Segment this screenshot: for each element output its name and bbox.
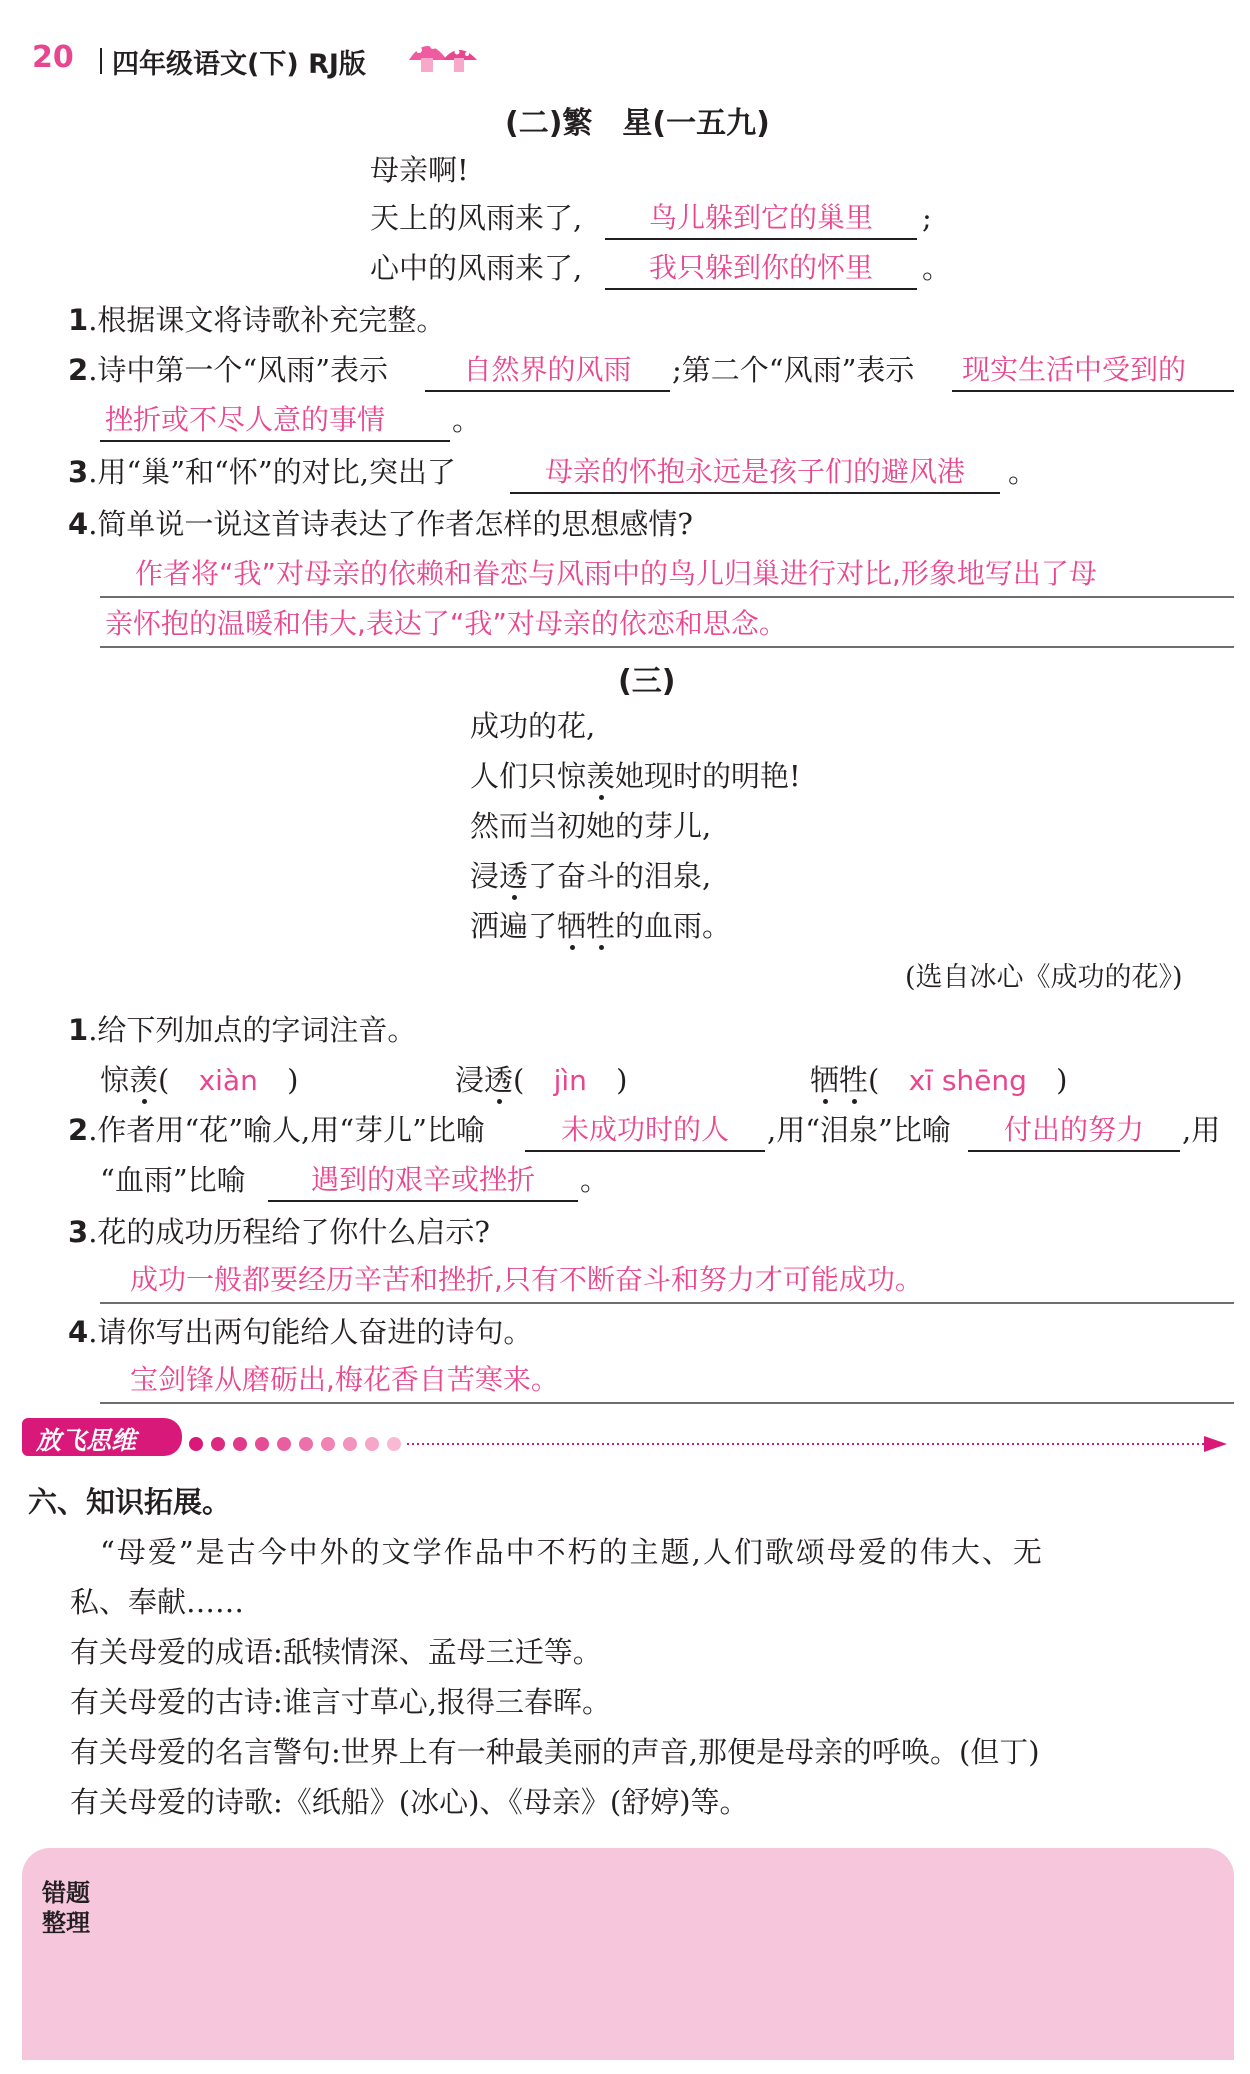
banner-bar <box>22 1418 1232 1458</box>
s6-line-4: 有关母爱的诗歌:《纸船》(冰心)、《母亲》(舒婷)等。 <box>70 1785 749 1819</box>
q2-text-b: ;第二个“风雨”表示 <box>672 353 915 387</box>
answer: 母亲的怀抱永远是孩子们的避风港 <box>544 455 965 488</box>
poem3-line3: 然而当初她的芽儿, <box>470 809 712 843</box>
poem3-line2: 人们只惊羡她现时的明艳! <box>470 756 801 796</box>
q2-blank-a <box>425 350 670 392</box>
poem3-line1: 成功的花, <box>470 709 596 743</box>
poem2-line2-blank <box>605 198 917 240</box>
q4-answer-line2 <box>100 600 1234 648</box>
s3-q2-blank-b <box>968 1110 1180 1152</box>
s6-line-1: 有关母爱的成语:舐犊情深、孟母三迁等。 <box>70 1635 602 1669</box>
s6-para1-line1: “母爱”是古今中外的文学作品中不朽的主题,人们歌颂母爱的伟大、无 <box>100 1535 1044 1569</box>
answer: 挫折或不尽人意的事情 <box>105 403 386 436</box>
s3-question-1: 1.给下列加点的字词注音。 <box>68 1013 417 1047</box>
q4-answer-line1 <box>100 550 1234 598</box>
poem2-line2-suffix: ; <box>922 201 932 235</box>
answer: 作者将“我”对母亲的依赖和眷恋与风雨中的鸟儿归巢进行对比,形象地写出了母 <box>135 557 1097 590</box>
section-title-2: (二)繁 星(一五九) <box>505 106 770 141</box>
banner-label-box <box>22 1418 182 1456</box>
s3-q2-blank-a <box>525 1110 765 1152</box>
s3-q2-text-b: ,用“泪泉”比喻 <box>767 1113 951 1147</box>
answer: 宝剑锋从磨砺出,梅花香自苦寒来。 <box>130 1363 559 1396</box>
answer: xiàn <box>198 1064 258 1097</box>
question-3: 3.用“巢”和“怀”的对比,突出了 <box>68 455 456 489</box>
s3-q2-blank-c <box>268 1160 578 1202</box>
book-title: 四年级语文(下) RJ版 <box>112 49 366 80</box>
poem3-line4: 浸透了奋斗的泪泉, <box>470 856 711 896</box>
question-4: 4.简单说一说这首诗表达了作者怎样的思想感情? <box>68 507 693 541</box>
q2-end: 。 <box>452 403 482 437</box>
section-title-3: (三) <box>618 664 676 699</box>
answer: 未成功时的人 <box>560 1113 729 1146</box>
s3-question-3: 3.花的成功历程给了你什么启示? <box>68 1215 490 1249</box>
pinyin-item-2: 浸透( jìn ) <box>455 1060 627 1101</box>
poem2-line3-suffix: 。 <box>922 251 952 285</box>
q2-blank-b1 <box>952 350 1234 392</box>
poem2-line3-blank <box>605 248 917 290</box>
answer: jìn <box>553 1064 587 1097</box>
answer: 我只躲到你的怀里 <box>648 251 873 284</box>
answer: 现实生活中受到的 <box>962 353 1187 386</box>
s6-para1-line2: 私、奉献…… <box>70 1585 245 1619</box>
s6-line-3: 有关母爱的名言警句:世界上有一种最美丽的声音,那便是母亲的呼唤。(但丁) <box>70 1735 1040 1769</box>
s3-q3-answer-line <box>100 1256 1234 1304</box>
s3-q4-answer-line <box>100 1356 1234 1404</box>
answer: 遇到的艰辛或挫折 <box>310 1163 535 1196</box>
pinyin-item-3: 牺牲( xī shēng ) <box>810 1060 1067 1101</box>
s3-q2-end: 。 <box>580 1163 610 1197</box>
poem2-line1: 母亲啊! <box>370 153 469 187</box>
section-6-title: 六、知识拓展。 <box>28 1485 232 1519</box>
q2-blank-b2 <box>100 400 450 442</box>
answer: xī shēng <box>908 1064 1027 1097</box>
poem2-line2-prefix: 天上的风雨来了, <box>370 201 583 235</box>
answer: 付出的努力 <box>1003 1113 1144 1146</box>
error-notes-label: 错题 整理 <box>42 1879 90 1937</box>
poem3-source: (选自冰心《成功的花》) <box>905 962 1183 993</box>
error-notes-box <box>22 1848 1234 2060</box>
s3-question-2: 2.作者用“花”喻人,用“芽儿”比喻 <box>68 1113 485 1147</box>
mushroom-logo-icon <box>405 30 483 78</box>
answer: 鸟儿躲到它的巢里 <box>648 201 873 234</box>
s3-q2-text-d: “血雨”比喻 <box>100 1163 246 1197</box>
banner-dots-arrow <box>182 1418 1232 1458</box>
poem3-line5: 洒遍了牺牲的血雨。 <box>470 906 731 946</box>
banner-label: 放飞思维 <box>36 1426 137 1455</box>
s3-question-4: 4.请你写出两句能给人奋进的诗句。 <box>68 1315 533 1349</box>
page-number: 20 <box>32 40 74 75</box>
question-2: 2.诗中第一个“风雨”表示 <box>68 353 389 387</box>
q3-end: 。 <box>1008 455 1038 489</box>
q3-blank <box>510 452 1000 494</box>
pinyin-item-1: 惊羡( xiàn ) <box>100 1060 298 1101</box>
answer: 亲怀抱的温暖和伟大,表达了“我”对母亲的依恋和思念。 <box>105 607 787 640</box>
answer: 自然界的风雨 <box>463 353 632 386</box>
answer: 成功一般都要经历辛苦和挫折,只有不断奋斗和努力才可能成功。 <box>130 1263 923 1296</box>
s6-line-2: 有关母爱的古诗:谁言寸草心,报得三春晖。 <box>70 1685 611 1719</box>
header-divider <box>100 48 102 74</box>
question-1: 1.根据课文将诗歌补充完整。 <box>68 303 446 337</box>
s3-q2-text-c: ,用 <box>1182 1113 1221 1147</box>
poem2-line3-prefix: 心中的风雨来了, <box>370 251 583 285</box>
